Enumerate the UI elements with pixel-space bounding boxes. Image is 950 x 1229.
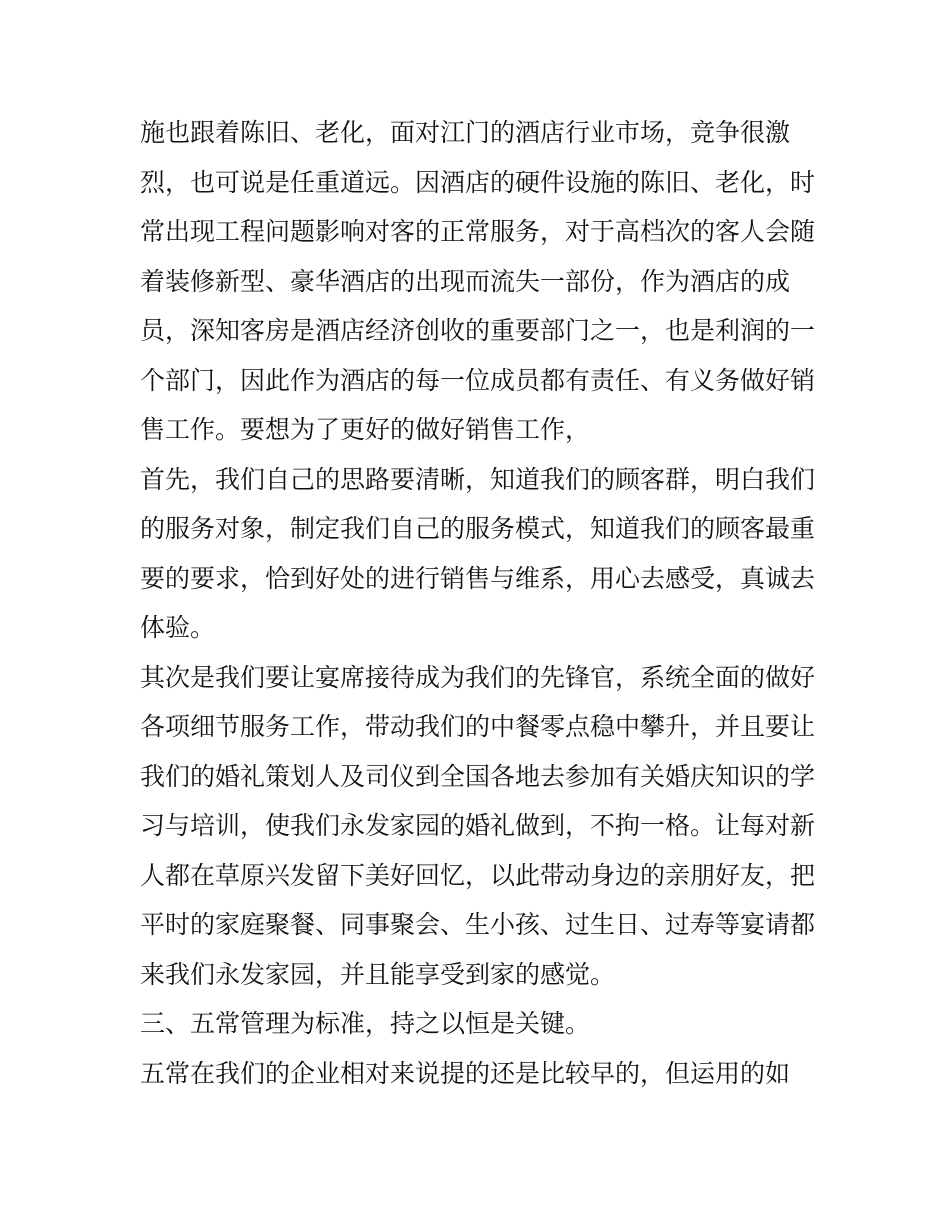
text-line: 售工作。要想为了更好的做好销售工作， (140, 415, 591, 444)
text-line: 习与培训，使我们永发家园的婚礼做到，不拘一格。让每对新 (140, 811, 816, 840)
text-line: 施也跟着陈旧、老化，面对江门的酒店行业市场，竞争很激 (140, 118, 791, 147)
text-line: 体验。 (140, 613, 216, 642)
text-line: 我们的婚礼策划人及司仪到全国各地去参加有关婚庆知识的学 (140, 761, 816, 791)
body-text (140, 108, 820, 1098)
text-line: 个部门，因此作为酒店的每一位成员都有责任、有义务做好销 (140, 365, 816, 395)
text-line: 各项细节服务工作，带动我们的中餐零点稳中攀升，并且要让 (140, 712, 816, 741)
text-line: 平时的家庭聚餐、同事聚会、生小孩、过生日、过寿等宴请都 (140, 910, 816, 939)
text-line: 常出现工程问题影响对客的正常服务，对于高档次的客人会随 (140, 217, 816, 246)
text-line: 首先，我们自己的思路要清晰，知道我们的顾客群，明白我们 (140, 464, 816, 494)
text-line: 人都在草原兴发留下美好回忆，以此带动身边的亲朋好友，把 (140, 860, 816, 890)
text-line: 着装修新型、豪华酒店的出现而流失一部份，作为酒店的成 (140, 266, 791, 296)
text-line: 的服务对象，制定我们自己的服务模式，知道我们的顾客最重 (140, 514, 816, 543)
text-line: 来我们永发家园，并且能享受到家的感觉。 (140, 959, 616, 989)
section-heading: 三、五常管理为标准，持之以恒是关键。 (140, 1009, 591, 1038)
text-line: 员，深知客房是酒店经济创收的重要部门之一，也是利润的一 (140, 316, 816, 345)
text-line: 其次是我们要让宴席接待成为我们的先锋官，系统全面的做好 (140, 662, 816, 692)
text-line: 烈，也可说是任重道远。因酒店的硬件设施的陈旧、老化，时 (140, 167, 816, 197)
text-line: 五常在我们的企业相对来说提的还是比较早的，但运用的如 (140, 1058, 791, 1088)
text-line: 要的要求，恰到好处的进行销售与维系，用心去感受，真诚去 (140, 563, 816, 593)
